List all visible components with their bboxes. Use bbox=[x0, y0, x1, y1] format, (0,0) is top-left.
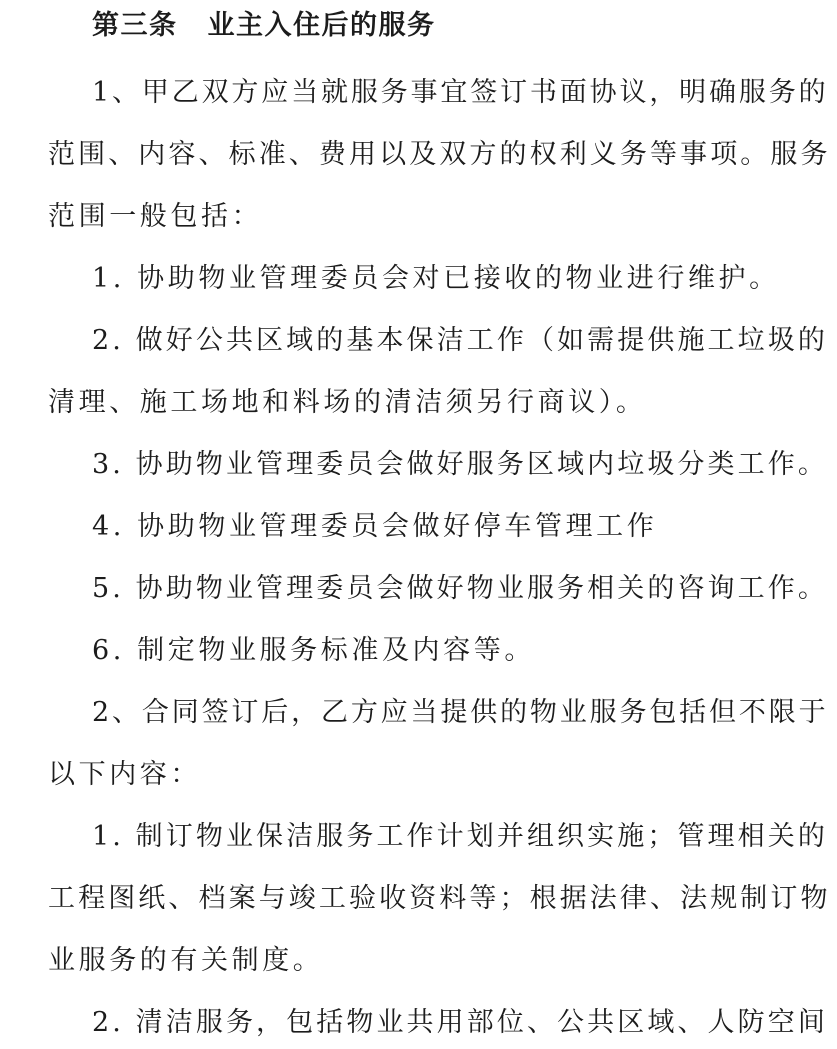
paragraph-2-line-2: 以下内容： bbox=[48, 759, 201, 790]
article-heading bbox=[92, 9, 436, 43]
list-item-1-2-line-1: 2. 做好公共区域的基本保洁工作（如需提供施工垃圾的 bbox=[92, 325, 828, 356]
paragraph-1-line-3: 范围一般包括： bbox=[48, 201, 263, 232]
list-item-1-5: 5. 协助物业管理委员会做好物业服务相关的咨询工作。 bbox=[92, 573, 828, 604]
list-item-1-4: 4. 协助物业管理委员会做好停车管理工作 bbox=[92, 511, 658, 542]
list-item-1-6: 6. 制定物业服务标准及内容等。 bbox=[92, 635, 535, 666]
paragraph-1-line-2: 范围、内容、标准、费用以及双方的权利义务等事项。服务 bbox=[48, 139, 831, 170]
list-item-2-1-line-2: 工程图纸、档案与竣工验收资料等；根据法律、法规制订物 bbox=[48, 883, 831, 914]
paragraph-2-line-1: 2、合同签订后，乙方应当提供的物业服务包括但不限于 bbox=[92, 697, 829, 728]
list-item-1-3: 3. 协助物业管理委员会做好服务区域内垃圾分类工作。 bbox=[92, 449, 828, 480]
list-item-1-1: 1. 协助物业管理委员会对已接收的物业进行维护。 bbox=[92, 263, 780, 294]
article-title: 业主入住后的服务 bbox=[207, 10, 436, 41]
list-item-2-1-line-1: 1. 制订物业保洁服务工作计划并组织实施；管理相关的 bbox=[92, 821, 828, 852]
paragraph-1-line-1: 1、甲乙双方应当就服务事宜签订书面协议，明确服务的 bbox=[92, 77, 829, 108]
article-number: 第三条 bbox=[92, 10, 178, 41]
list-item-2-1-line-3: 业服务的有关制度。 bbox=[48, 945, 324, 976]
list-item-2-2-line-1: 2. 清洁服务，包括物业共用部位、公共区域、人防空间 bbox=[92, 1007, 828, 1038]
list-item-1-2-line-2: 清理、施工场地和料场的清洁须另行商议）。 bbox=[48, 387, 647, 418]
